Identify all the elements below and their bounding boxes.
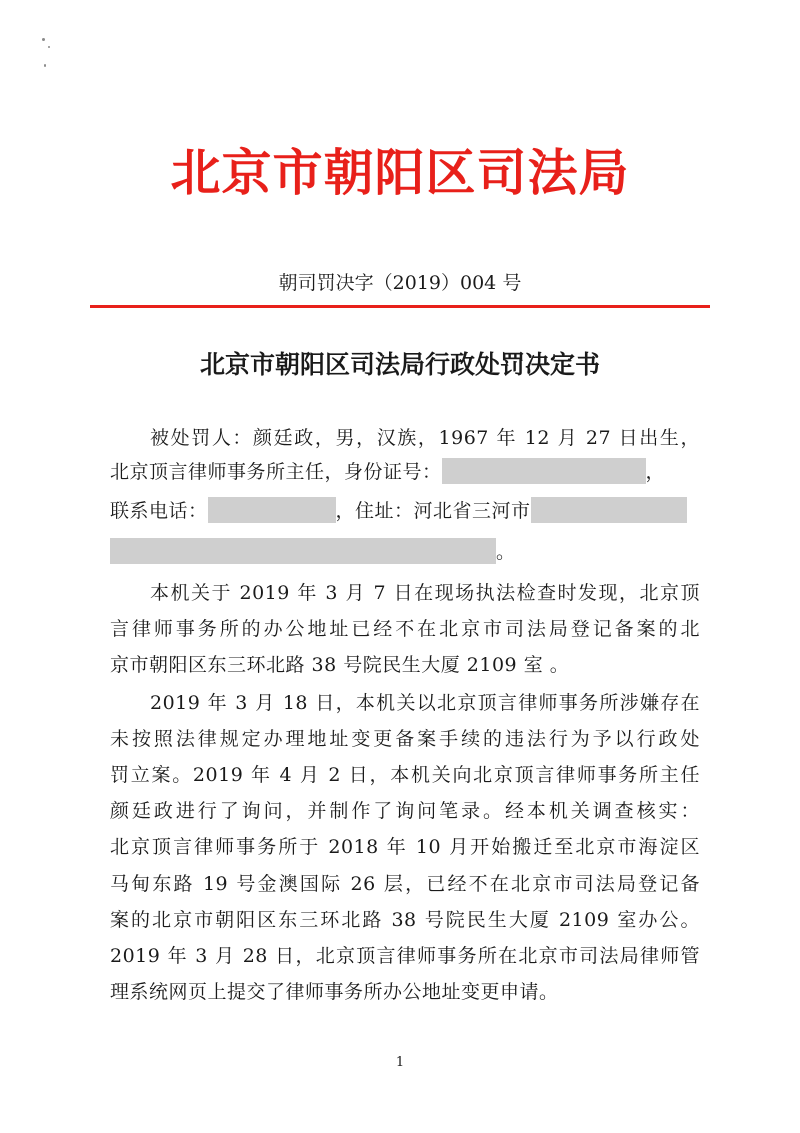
party-info-line: [150, 424, 700, 452]
party-info-text: ，住址：河北省三河市: [335, 500, 531, 522]
body-paragraph-line: 罚立案。2019 年 4 月 2 日，本机关向北京顶言律师事务所主任: [110, 764, 700, 786]
redacted-address: [531, 497, 687, 523]
party-info-text: 被处罚人：颜廷政，男，汉族，1967 年 12 月 27 日出生，: [150, 427, 700, 449]
body-paragraph-line: 颜廷政进行了询问，并制作了询问笔录。经本机关调查核实：: [110, 800, 700, 822]
body-paragraph-line: 北京顶言律师事务所于 2018 年 10 月开始搬迁至北京市海淀区: [110, 836, 700, 858]
party-info-text: ，: [645, 461, 666, 483]
document-title: 北京市朝阳区司法局行政处罚决定书: [199, 350, 600, 379]
party-info-text: 北京顶言律师事务所主任，身份证号：: [110, 461, 442, 483]
page-number: 1: [395, 1055, 405, 1070]
redacted-address: [110, 538, 496, 564]
redacted-id-number: [442, 458, 646, 484]
document-number: 朝司罚决字（2019）004 号: [278, 272, 522, 294]
body-paragraph-line: 未按照法律规定办理地址变更备案手续的违法行为予以行政处: [110, 728, 700, 750]
scan-speck: [42, 38, 45, 41]
redacted-phone-number: [208, 497, 336, 523]
party-info-text: 。: [496, 541, 516, 563]
body-paragraph-line: 本机关于 2019 年 3 月 7 日在现场执法检查时发现，北京顶: [150, 582, 700, 604]
scan-speck: [48, 46, 50, 48]
red-divider-rule: [90, 305, 710, 308]
body-paragraph-line: 言律师事务所的办公地址已经不在北京市司法局登记备案的北: [110, 618, 700, 640]
body-paragraph-line: 京市朝阳区东三环北路 38 号院民生大厦 2109 室 。: [110, 654, 570, 676]
party-info-line: [110, 497, 700, 525]
body-paragraph-line: 2019 年 3 月 18 日，本机关以北京顶言律师事务所涉嫌存在: [150, 692, 700, 714]
body-paragraph-line: 2019 年 3 月 28 日，北京顶言律师事务所在北京市司法局律师管: [110, 945, 700, 967]
issuing-authority-masthead: 北京市朝阳区司法局: [170, 143, 630, 202]
body-paragraph-line: 马甸东路 19 号金澳国际 26 层，已经不在北京市司法局登记备: [110, 873, 700, 895]
party-info-line: [110, 458, 700, 486]
party-info-line: [110, 538, 700, 566]
party-info-text: 联系电话：: [110, 500, 208, 522]
body-paragraph-line: 理系统网页上提交了律师事务所办公地址变更申请。: [110, 981, 559, 1003]
scan-speck: [44, 64, 46, 67]
body-paragraph-line: 案的北京市朝阳区东三环北路 38 号院民生大厦 2109 室办公。: [110, 909, 700, 931]
